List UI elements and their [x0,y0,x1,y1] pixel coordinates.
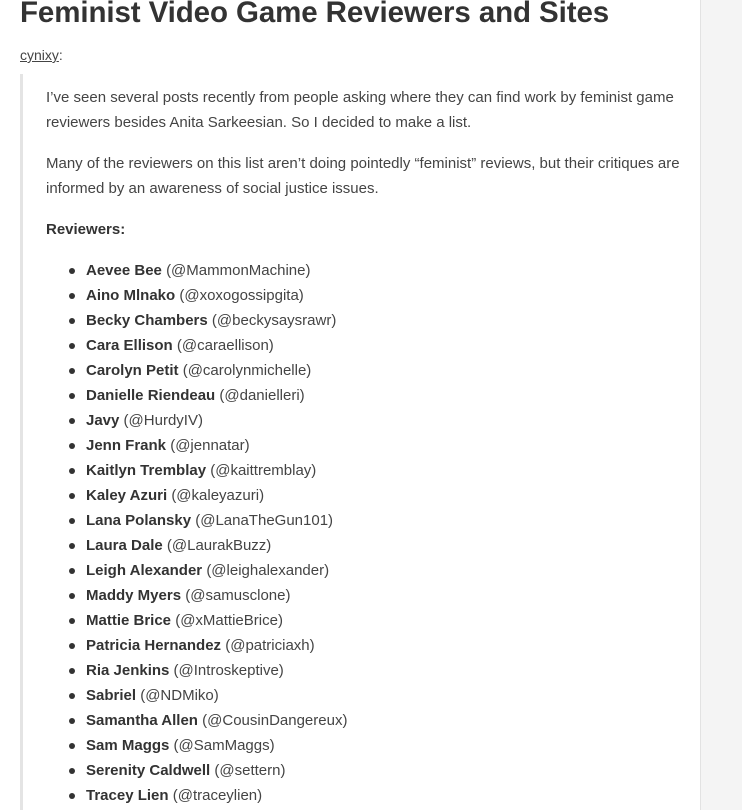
reviewers-heading: Reviewers: [46,221,126,238]
list-item [86,283,347,308]
reviewer-handle: (@kaittremblay) [210,462,317,479]
reviewer-handle: (@SamMaggs) [173,737,275,754]
reviewer-name: Carolyn Petit [86,362,179,379]
reviewer-name: Mattie Brice [86,612,172,629]
list-item [86,533,347,558]
list-item [86,783,347,808]
post-author [20,47,63,63]
reviewer-name: Tracey Lien [86,787,169,804]
reviewer-handle: (@Introskeptive) [173,662,284,679]
list-item [86,608,347,633]
reviewer-handle: (@kaleyazuri) [171,487,265,504]
list-item [86,658,347,683]
list-item [86,483,347,508]
reviewer-name: Kaitlyn Tremblay [86,462,207,479]
list-item [86,758,347,783]
reviewer-handle: (@HurdyIV) [123,412,203,429]
list-item [86,358,347,383]
reviewer-name: Ria Jenkins [86,662,170,679]
reviewer-handle: (@leighalexander) [206,562,330,579]
list-item [86,708,347,733]
reviewer-handle: (@patriciaxh) [225,637,315,654]
blockquote [20,74,690,810]
reviewer-name: Aino Mlnako [86,287,176,304]
reviewer-name: Laura Dale [86,537,163,554]
list-item [86,508,347,533]
reviewer-handle: (@jennatar) [170,437,250,454]
post-title: Feminist Video Game Reviewers and Sites [20,0,610,29]
reviewer-name: Leigh Alexander [86,562,203,579]
list-item [86,558,347,583]
reviewer-list [46,258,347,808]
reviewer-handle: (@caraellison) [176,337,274,354]
reviewer-handle: (@CousinDangereux) [202,712,348,729]
reviewer-handle: (@LanaTheGun101) [195,512,334,529]
reviewer-name: Patricia Hernandez [86,637,222,654]
reviewer-handle: (@xoxogossipgita) [179,287,304,304]
reviewer-handle: (@beckysaysrawr) [211,312,337,329]
reviewer-handle: (@NDMiko) [140,687,219,704]
list-item [86,383,347,408]
reviewer-name: Serenity Caldwell [86,762,211,779]
list-item [86,683,347,708]
reviewer-name: Samantha Allen [86,712,198,729]
reviewer-name: Kaley Azuri [86,487,168,504]
reviewer-handle: (@carolynmichelle) [182,362,312,379]
reviewer-handle: (@MammonMachine) [166,262,311,279]
right-side-panel [700,0,742,810]
reviewer-name: Cara Ellison [86,337,173,354]
reviewer-name: Sabriel [86,687,137,704]
context-paragraph: Many of the reviewers on this list aren’t doing pointedly “feminist” reviews, but their critiques are informed by an awareness of social justice issues. [46,155,680,197]
reviewer-name: Javy [86,412,120,429]
reviewer-name: Sam Maggs [86,737,170,754]
reviewer-handle: (@traceylien) [172,787,263,804]
list-item [86,333,347,358]
reviewer-name: Aevee Bee [86,262,162,279]
list-item [86,458,347,483]
list-item [86,408,347,433]
list-item [86,308,347,333]
list-item [86,433,347,458]
list-item [86,733,347,758]
author-colon: : [58,47,63,63]
intro-paragraph: I’ve seen several posts recently from people asking where they can find work by feminist game reviewers besides Anita Sarkeesian. So I decided to make a list. [46,89,674,131]
reviewer-name: Jenn Frank [86,437,167,454]
reviewer-handle: (@danielleri) [219,387,305,404]
reviewer-handle: (@samusclone) [185,587,291,604]
list-item [86,583,347,608]
reviewer-handle: (@settern) [214,762,286,779]
reviewer-handle: (@xMattieBrice) [175,612,283,629]
author-link[interactable]: cynixy [20,47,59,63]
reviewer-handle: (@LaurakBuzz) [166,537,272,554]
reviewer-name: Lana Polansky [86,512,192,529]
reviewer-name: Becky Chambers [86,312,208,329]
list-item [86,258,347,283]
list-item [86,633,347,658]
reviewer-name: Danielle Riendeau [86,387,216,404]
reviewer-name: Maddy Myers [86,587,182,604]
